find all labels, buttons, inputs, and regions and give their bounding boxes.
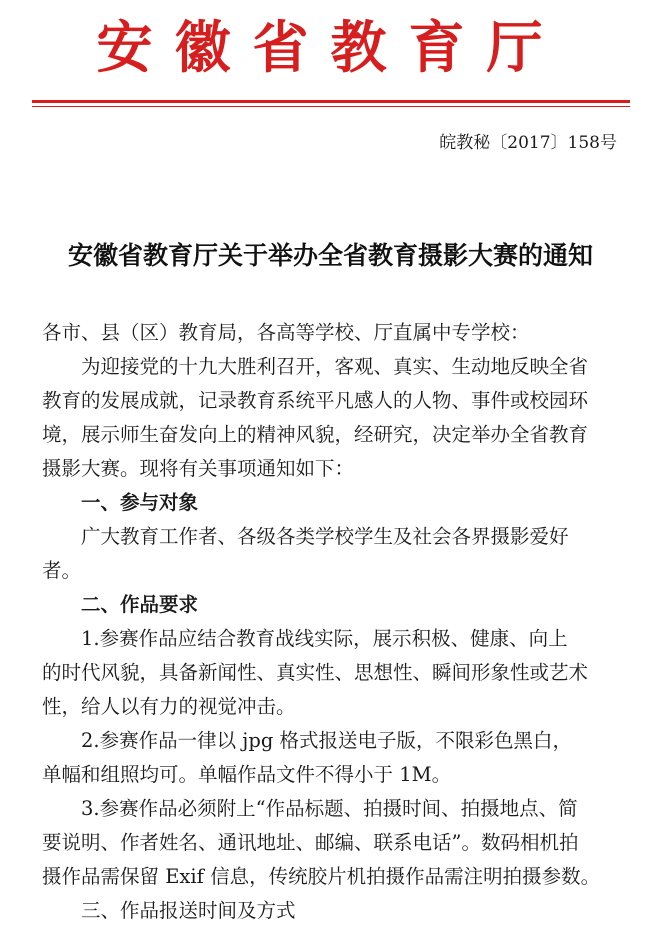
agency-letterhead-title: 安徽省教育厅 [96,15,565,81]
requirement-item-3-line: 要说明、作者姓名、通讯地址、邮编、联系电话”。数码相机拍 [42,831,579,854]
requirement-item-2-line: 单幅和组照均可。单幅作品文件不得小于 1M。 [42,763,452,786]
section-heading-requirements: 二、作品要求 [81,593,199,616]
requirement-item-2-line: 2.参赛作品一律以 jpg 格式报送电子版，不限彩色黑白， [81,729,573,752]
intro-line: 境，展示师生奋发向上的精神风貌，经研究，决定举办全省教育 [42,423,589,446]
requirement-item-3-line: 摄作品需保留 Exif 信息，传统胶片机拍摄作品需注明拍摄参数。 [42,865,601,888]
document-body [42,316,622,928]
intro-line: 为迎接党的十九大胜利召开，客观、真实、生动地反映全省 [81,355,589,378]
document-title: 安徽省教育厅关于举办全省教育摄影大赛的通知 [67,241,593,270]
document-number: 皖教秘〔2017〕158号 [439,133,617,153]
section1-line: 广大教育工作者、各级各类学校学生及社会各界摄影爱好 [81,525,569,548]
letterhead-red-rule-thin [32,106,630,107]
intro-line: 教育的发展成就，记录教育系统平凡感人的人物、事件或校园环 [42,389,589,412]
requirement-item-1-line: 1.参赛作品应结合教育战线实际，展示积极、健康、向上 [81,627,568,650]
salutation: 各市、县（区）教育局，各高等学校、厅直属中专学校： [42,321,530,344]
intro-line: 摄影大赛。现将有关事项通知如下： [42,457,355,480]
section-heading-participants: 一、参与对象 [81,491,199,514]
requirement-item-1-line: 的时代风貌，具备新闻性、真实性、思想性、瞬间形象性或艺术 [42,661,589,684]
requirement-item-3-line: 3.参赛作品必须附上“作品标题、拍摄时间、拍摄地点、简 [81,797,578,820]
section-heading-submission: 三、作品报送时间及方式 [81,899,296,922]
letterhead-red-rule-thick [32,100,630,103]
section1-line: 者。 [42,559,82,582]
requirement-item-1-line: 性，给人以有力的视觉冲击。 [42,695,296,718]
